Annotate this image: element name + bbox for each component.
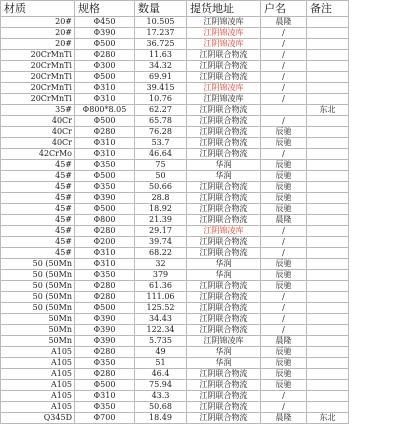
cell-qty[interactable]: 46.64 [135, 149, 187, 160]
cell-qty[interactable]: 61.36 [135, 281, 187, 292]
cell-note[interactable] [307, 72, 349, 83]
cell-note[interactable] [307, 259, 349, 270]
cell-note[interactable] [307, 61, 349, 72]
cell-spec[interactable]: Φ800*8.05 [75, 105, 135, 116]
cell-qty[interactable]: 10.76 [135, 94, 187, 105]
table-row [1, 138, 349, 149]
cell-spec[interactable]: Φ280 [75, 347, 135, 358]
cell-owner[interactable]: 晨隆 [261, 17, 307, 28]
cell-note[interactable] [307, 39, 349, 50]
cell-material[interactable]: 20CrMnTi [1, 61, 75, 72]
cell-material[interactable]: 40Cr [1, 138, 75, 149]
table-row [1, 61, 349, 72]
table-row [1, 215, 349, 226]
cell-material[interactable]: 45# [1, 193, 75, 204]
cell-note[interactable] [307, 270, 349, 281]
table-row [1, 72, 349, 83]
cell-spec[interactable]: Φ310 [75, 138, 135, 149]
cell-note[interactable] [307, 116, 349, 127]
cell-qty[interactable]: 10.505 [135, 17, 187, 28]
header-spec[interactable]: 规格 [75, 1, 135, 17]
cell-qty[interactable]: 62.27 [135, 105, 187, 116]
table-row [1, 314, 349, 325]
cell-spec[interactable]: Φ310 [75, 83, 135, 94]
cell-owner[interactable]: / [261, 72, 307, 83]
cell-qty[interactable]: 75.94 [135, 380, 187, 391]
table-row [1, 127, 349, 138]
table-row [1, 204, 349, 215]
cell-material[interactable]: 35# [1, 105, 75, 116]
cell-qty[interactable]: 34.43 [135, 314, 187, 325]
cell-qty[interactable]: 29.17 [135, 226, 187, 237]
table-row [1, 325, 349, 336]
cell-qty[interactable]: 28.8 [135, 193, 187, 204]
cell-note[interactable] [307, 215, 349, 226]
table-row [1, 358, 349, 369]
cell-qty[interactable]: 21.39 [135, 215, 187, 226]
cell-address[interactable]: 江阴联合物流 [187, 204, 261, 215]
cell-note[interactable] [307, 160, 349, 171]
table-row [1, 248, 349, 259]
cell-owner[interactable]: / [261, 402, 307, 413]
cell-address[interactable]: 江阴联合物流 [187, 391, 261, 402]
cell-address[interactable]: 江阴锦凌库 [187, 226, 261, 237]
cell-spec[interactable]: Φ280 [75, 226, 135, 237]
cell-address[interactable]: 江阴联合物流 [187, 61, 261, 72]
cell-owner[interactable]: / [261, 149, 307, 160]
cell-note[interactable] [307, 83, 349, 94]
cell-qty[interactable]: 68.22 [135, 248, 187, 259]
cell-owner[interactable]: / [261, 237, 307, 248]
cell-note[interactable] [307, 292, 349, 303]
cell-spec[interactable]: Φ280 [75, 281, 135, 292]
cell-spec[interactable]: Φ310 [75, 149, 135, 160]
cell-material[interactable]: 20CrMnTi [1, 72, 75, 83]
cell-address[interactable]: 江阴联合物流 [187, 105, 261, 116]
cell-address[interactable]: 江阴锦凌库 [187, 94, 261, 105]
table-row [1, 171, 349, 182]
cell-note[interactable] [307, 248, 349, 259]
cell-spec[interactable]: Φ390 [75, 193, 135, 204]
cell-owner[interactable]: 辰驰 [261, 259, 307, 270]
cell-owner[interactable]: 辰驰 [261, 127, 307, 138]
cell-address[interactable]: 江阴联合物流 [187, 149, 261, 160]
cell-qty[interactable]: 50.66 [135, 182, 187, 193]
cell-spec[interactable]: Φ700 [75, 413, 135, 424]
cell-qty[interactable]: 76.28 [135, 127, 187, 138]
cell-qty[interactable]: 125.52 [135, 303, 187, 314]
cell-material[interactable]: Q345D [1, 413, 75, 424]
cell-owner[interactable]: / [261, 116, 307, 127]
cell-material[interactable]: 45# [1, 171, 75, 182]
cell-note[interactable] [307, 303, 349, 314]
cell-address[interactable]: 江阴联合物流 [187, 138, 261, 149]
cell-material[interactable]: A105 [1, 402, 75, 413]
header-address[interactable]: 提货地址 [187, 1, 261, 17]
cell-qty[interactable]: 111.06 [135, 292, 187, 303]
cell-owner[interactable]: 辰驰 [261, 204, 307, 215]
header-row [1, 1, 349, 17]
cell-address[interactable]: 华润 [187, 160, 261, 171]
cell-owner[interactable]: / [261, 325, 307, 336]
cell-qty[interactable]: 50.68 [135, 402, 187, 413]
cell-spec[interactable]: Φ390 [75, 314, 135, 325]
cell-owner[interactable]: 晨隆 [261, 413, 307, 424]
cell-owner[interactable]: / [261, 28, 307, 39]
cell-owner[interactable]: 辰驰 [261, 193, 307, 204]
cell-material[interactable]: 20CrMnTi [1, 83, 75, 94]
cell-material[interactable]: 20CrMnTi [1, 50, 75, 61]
cell-material[interactable]: 45# [1, 204, 75, 215]
table-row [1, 237, 349, 248]
cell-address[interactable]: 江阴联合物流 [187, 380, 261, 391]
table-row [1, 83, 349, 94]
table-row [1, 413, 349, 424]
cell-spec[interactable]: Φ450 [75, 17, 135, 28]
cell-address[interactable]: 江阴锦凌库 [187, 336, 261, 347]
cell-address[interactable]: 江阴联合物流 [187, 402, 261, 413]
cell-owner[interactable]: / [261, 314, 307, 325]
cell-material[interactable]: 45# [1, 237, 75, 248]
cell-address[interactable]: 江阴联合物流 [187, 182, 261, 193]
cell-spec[interactable]: Φ500 [75, 204, 135, 215]
cell-material[interactable]: 50 (50Mn [1, 292, 75, 303]
cell-qty[interactable]: 43.3 [135, 391, 187, 402]
table-row [1, 39, 349, 50]
cell-qty[interactable]: 46.4 [135, 369, 187, 380]
cell-address[interactable]: 江阴联合物流 [187, 193, 261, 204]
table-row [1, 402, 349, 413]
cell-address[interactable]: 江阴联合物流 [187, 325, 261, 336]
cell-qty[interactable]: 17.237 [135, 28, 187, 39]
cell-note[interactable] [307, 204, 349, 215]
cell-material[interactable]: 50 (50Mn [1, 259, 75, 270]
cell-material[interactable]: A105 [1, 380, 75, 391]
cell-qty[interactable]: 75 [135, 160, 187, 171]
cell-spec[interactable]: Φ300 [75, 61, 135, 72]
cell-material[interactable]: 45# [1, 160, 75, 171]
cell-material[interactable]: 20# [1, 17, 75, 28]
cell-note[interactable] [307, 402, 349, 413]
cell-spec[interactable]: Φ500 [75, 39, 135, 50]
cell-material[interactable]: 50 (50Mn [1, 270, 75, 281]
cell-note[interactable] [307, 127, 349, 138]
cell-spec[interactable]: Φ390 [75, 336, 135, 347]
table-row [1, 105, 349, 116]
cell-owner[interactable]: 晨隆 [261, 336, 307, 347]
cell-note[interactable] [307, 226, 349, 237]
cell-address[interactable]: 江阴联合物流 [187, 72, 261, 83]
cell-owner[interactable]: / [261, 248, 307, 259]
cell-spec[interactable]: Φ280 [75, 369, 135, 380]
cell-owner[interactable]: 辰驰 [261, 380, 307, 391]
cell-note[interactable] [307, 281, 349, 292]
cell-address[interactable]: 江阴联合物流 [187, 303, 261, 314]
cell-address[interactable]: 华润 [187, 347, 261, 358]
cell-material[interactable]: A105 [1, 358, 75, 369]
cell-spec[interactable]: Φ350 [75, 160, 135, 171]
cell-qty[interactable]: 32 [135, 259, 187, 270]
cell-spec[interactable]: Φ350 [75, 358, 135, 369]
cell-address[interactable]: 江阴联合物流 [187, 248, 261, 259]
table-row [1, 160, 349, 171]
cell-material[interactable]: 42CrMo [1, 149, 75, 160]
cell-address[interactable]: 江阴锦凌库 [187, 39, 261, 50]
cell-spec[interactable]: Φ200 [75, 237, 135, 248]
cell-note[interactable] [307, 347, 349, 358]
cell-owner[interactable]: 辰驰 [261, 369, 307, 380]
cell-qty[interactable]: 34.32 [135, 61, 187, 72]
cell-owner[interactable]: 辰驰 [261, 347, 307, 358]
cell-address[interactable]: 江阴联合物流 [187, 116, 261, 127]
cell-qty[interactable]: 69.91 [135, 72, 187, 83]
table-row [1, 347, 349, 358]
cell-material[interactable]: 50Mn [1, 336, 75, 347]
cell-address[interactable]: 江阴联合物流 [187, 50, 261, 61]
cell-note[interactable] [307, 171, 349, 182]
cell-material[interactable]: 20# [1, 28, 75, 39]
cell-material[interactable]: 50 (50Mn [1, 303, 75, 314]
cell-spec[interactable]: Φ800 [75, 215, 135, 226]
cell-owner[interactable]: / [261, 50, 307, 61]
cell-note[interactable] [307, 325, 349, 336]
cell-spec[interactable]: Φ280 [75, 292, 135, 303]
cell-address[interactable]: 江阴联合物流 [187, 215, 261, 226]
cell-material[interactable]: 45# [1, 215, 75, 226]
cell-note[interactable] [307, 237, 349, 248]
cell-material[interactable]: 45# [1, 182, 75, 193]
cell-material[interactable]: 40Cr [1, 127, 75, 138]
cell-owner[interactable] [261, 105, 307, 116]
cell-owner[interactable]: / [261, 226, 307, 237]
cell-qty[interactable]: 51 [135, 358, 187, 369]
header-qty[interactable]: 数量 [135, 1, 187, 17]
cell-spec[interactable]: Φ350 [75, 182, 135, 193]
cell-qty[interactable]: 53.7 [135, 138, 187, 149]
cell-material[interactable]: 50Mn [1, 314, 75, 325]
cell-spec[interactable]: Φ310 [75, 94, 135, 105]
cell-address[interactable]: 江阴联合物流 [187, 127, 261, 138]
cell-qty[interactable]: 5.735 [135, 336, 187, 347]
table-row [1, 226, 349, 237]
cell-owner[interactable]: 辰驰 [261, 358, 307, 369]
cell-owner[interactable]: / [261, 94, 307, 105]
table-row [1, 182, 349, 193]
table-body [1, 17, 349, 424]
cell-material[interactable]: 40Cr [1, 116, 75, 127]
cell-address[interactable]: 华润 [187, 259, 261, 270]
cell-address[interactable]: 江阴联合物流 [187, 292, 261, 303]
table-row [1, 380, 349, 391]
table-row [1, 336, 349, 347]
table-row [1, 116, 349, 127]
header-note[interactable]: 备注 [307, 1, 349, 17]
cell-spec[interactable]: Φ500 [75, 116, 135, 127]
table-row [1, 369, 349, 380]
cell-note[interactable] [307, 28, 349, 39]
cell-note[interactable] [307, 17, 349, 28]
cell-address[interactable]: 江阴联合物流 [187, 369, 261, 380]
cell-address[interactable]: 江阴锦凌库 [187, 28, 261, 39]
cell-spec[interactable]: Φ280 [75, 127, 135, 138]
cell-spec[interactable]: Φ500 [75, 303, 135, 314]
cell-qty[interactable]: 11.63 [135, 50, 187, 61]
cell-owner[interactable]: / [261, 303, 307, 314]
cell-address[interactable]: 华润 [187, 358, 261, 369]
cell-note[interactable]: 东北 [307, 105, 349, 116]
cell-address[interactable]: 华润 [187, 270, 261, 281]
table-row [1, 259, 349, 270]
cell-owner[interactable]: 辰驰 [261, 281, 307, 292]
cell-material[interactable]: 50Mn [1, 325, 75, 336]
cell-address[interactable]: 江阴联合物流 [187, 237, 261, 248]
cell-address[interactable]: 江阴锦凌库 [187, 83, 261, 94]
header-owner[interactable]: 户名 [261, 1, 307, 17]
cell-note[interactable] [307, 336, 349, 347]
cell-material[interactable]: 45# [1, 248, 75, 259]
cell-qty[interactable]: 39.74 [135, 237, 187, 248]
table-row [1, 270, 349, 281]
cell-material[interactable]: A105 [1, 369, 75, 380]
cell-note[interactable] [307, 369, 349, 380]
cell-owner[interactable]: / [261, 39, 307, 50]
table-row [1, 193, 349, 204]
cell-spec[interactable]: Φ500 [75, 171, 135, 182]
table-row [1, 50, 349, 61]
cell-spec[interactable]: Φ280 [75, 50, 135, 61]
cell-qty[interactable]: 49 [135, 347, 187, 358]
cell-qty[interactable]: 18.49 [135, 413, 187, 424]
cell-owner[interactable]: / [261, 61, 307, 72]
table-row [1, 281, 349, 292]
cell-qty[interactable]: 50 [135, 171, 187, 182]
cell-note[interactable] [307, 193, 349, 204]
cell-note[interactable] [307, 380, 349, 391]
cell-qty[interactable]: 65.78 [135, 116, 187, 127]
cell-qty[interactable]: 39.415 [135, 83, 187, 94]
cell-note[interactable] [307, 182, 349, 193]
cell-note[interactable]: 东北 [307, 413, 349, 424]
cell-material[interactable]: A105 [1, 347, 75, 358]
cell-note[interactable] [307, 94, 349, 105]
cell-material[interactable]: 45# [1, 226, 75, 237]
cell-note[interactable] [307, 50, 349, 61]
cell-material[interactable]: 50 (50Mn [1, 281, 75, 292]
table-row [1, 292, 349, 303]
cell-owner[interactable]: / [261, 292, 307, 303]
cell-qty[interactable]: 18.92 [135, 204, 187, 215]
cell-spec[interactable]: Φ310 [75, 259, 135, 270]
table-row [1, 94, 349, 105]
cell-spec[interactable]: Φ500 [75, 380, 135, 391]
cell-address[interactable]: 江阴联合物流 [187, 413, 261, 424]
cell-spec[interactable]: Φ310 [75, 248, 135, 259]
cell-note[interactable] [307, 314, 349, 325]
cell-spec[interactable]: Φ390 [75, 28, 135, 39]
cell-address[interactable]: 江阴联合物流 [187, 314, 261, 325]
cell-spec[interactable]: Φ310 [75, 391, 135, 402]
cell-owner[interactable]: 辰驰 [261, 182, 307, 193]
table-row [1, 28, 349, 39]
cell-spec[interactable]: Φ390 [75, 325, 135, 336]
cell-owner[interactable]: / [261, 391, 307, 402]
cell-material[interactable]: 20# [1, 39, 75, 50]
cell-note[interactable] [307, 138, 349, 149]
table-row [1, 149, 349, 160]
cell-material[interactable]: 20CrMnTi [1, 94, 75, 105]
cell-owner[interactable]: 辰驰 [261, 270, 307, 281]
cell-owner[interactable]: 辰驰 [261, 160, 307, 171]
cell-spec[interactable]: Φ500 [75, 72, 135, 83]
cell-qty[interactable]: 122.34 [135, 325, 187, 336]
cell-material[interactable]: A105 [1, 391, 75, 402]
cell-owner[interactable]: 辰驰 [261, 138, 307, 149]
cell-spec[interactable]: Φ350 [75, 402, 135, 413]
cell-qty[interactable]: 379 [135, 270, 187, 281]
table-row [1, 303, 349, 314]
cell-spec[interactable]: Φ350 [75, 270, 135, 281]
cell-address[interactable]: 江阴联合物流 [187, 281, 261, 292]
table-row [1, 17, 349, 28]
header-material[interactable]: 材质 [1, 1, 75, 17]
cell-note[interactable] [307, 358, 349, 369]
cell-qty[interactable]: 36.725 [135, 39, 187, 50]
cell-owner[interactable]: 辰驰 [261, 171, 307, 182]
cell-address[interactable]: 江阴锦凌库 [187, 17, 261, 28]
cell-owner[interactable]: 晨隆 [261, 215, 307, 226]
cell-address[interactable]: 华润 [187, 171, 261, 182]
cell-note[interactable] [307, 149, 349, 160]
cell-owner[interactable]: / [261, 83, 307, 94]
